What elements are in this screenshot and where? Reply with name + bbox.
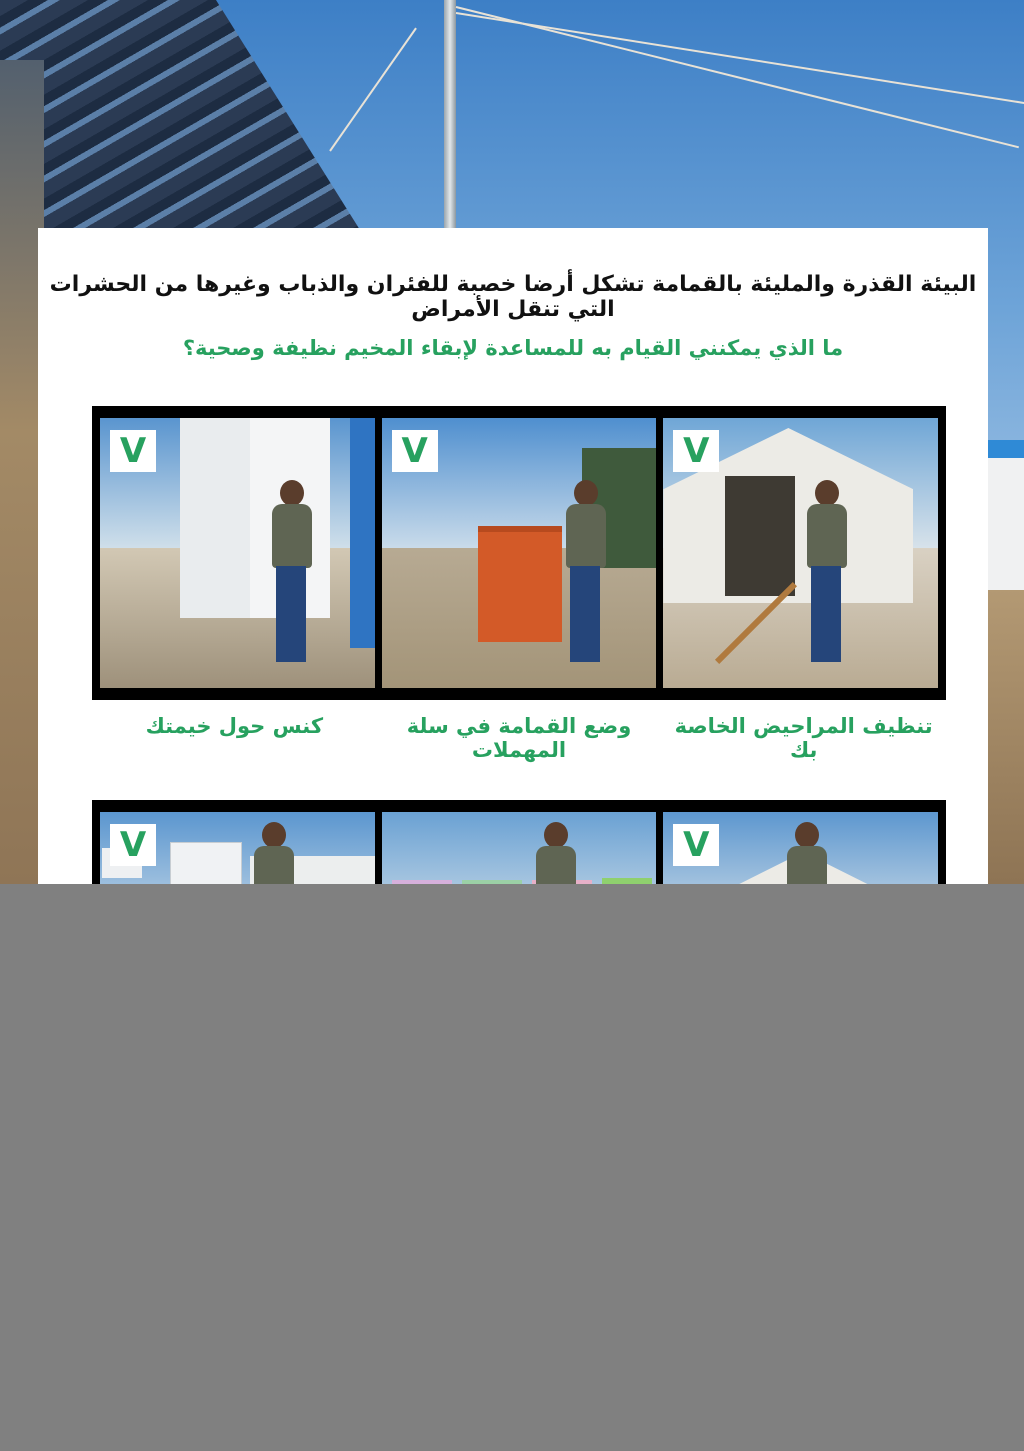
tent-right <box>984 440 1024 590</box>
row-two-item-1-photo <box>663 812 938 884</box>
poster-question: ما الذي يمكنني القيام به للمساعدة لإبقاء المخيم نظيفة وصحية؟ <box>182 336 844 360</box>
row-one-item-3-photo <box>100 418 375 688</box>
check-icon: V <box>110 824 156 866</box>
check-icon: V <box>110 430 156 472</box>
photo-strip-row-two <box>92 800 946 884</box>
caption-trash-in-bin: وضع القمامة في سلة المهملات <box>406 714 632 762</box>
row-one-item-1-photo <box>663 418 938 688</box>
overhead-wire <box>329 28 417 152</box>
check-icon: V <box>392 430 438 472</box>
row-two-item-3-photo <box>100 812 375 884</box>
utility-pole <box>444 0 456 230</box>
row-one-item-2-photo <box>382 418 657 688</box>
overhead-wire <box>456 12 1024 105</box>
caption-sweep-around-tent: كنس حول خيمتك <box>145 714 324 738</box>
shelter-roof <box>0 0 360 230</box>
caption-clean-latrines: تنظيف المراحيض الخاصة بك <box>674 714 933 762</box>
row-two-item-2-photo <box>382 812 657 884</box>
check-icon: V <box>673 430 719 472</box>
row-one-captions <box>92 714 946 762</box>
poster-card <box>38 228 988 884</box>
poster-headline: البيئة القذرة والمليئة بالقمامة تشكل أرضا خصبة للفئران والذباب وغيرها من الحشرات التي تنقل الأمراض <box>49 272 977 322</box>
photo-strip-row-one <box>92 406 946 700</box>
check-icon: V <box>673 824 719 866</box>
